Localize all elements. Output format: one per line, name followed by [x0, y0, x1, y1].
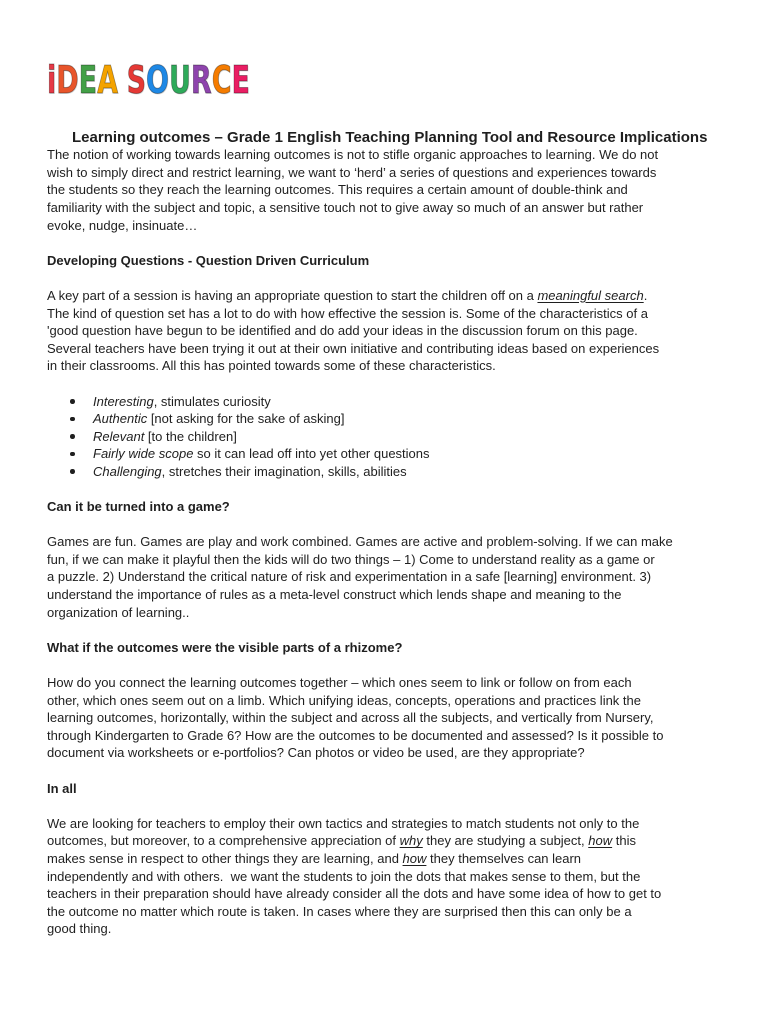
- text-run: through Kindergarten to Grade 6? How are the outcomes to be documented and assessed? Is it possible to: [47, 727, 664, 743]
- text-run: Several teachers have been trying it out at their own initiative and contributing ideas based on experiences: [47, 340, 660, 356]
- bullet-icon: [70, 434, 75, 439]
- text-run: organization of learning..: [47, 604, 190, 620]
- text-run: familiarity with the subject and topic, a sensitive touch not to give away so much of an answer but rather: [47, 199, 644, 215]
- text-run: the outcome no matter which route is taken. In cases where they are surprised then this can only be a: [47, 903, 632, 919]
- section-heading: [47, 780, 723, 798]
- section-heading: [47, 639, 723, 657]
- logo-letter: S: [126, 58, 147, 102]
- text-run: The kind of question set has a lot to do with how effective the session is. Some of the characteristics of a: [47, 305, 648, 321]
- paragraph-line: [47, 164, 723, 182]
- text-run: they are studying a subject,: [422, 833, 589, 849]
- paragraph-line: [47, 217, 723, 235]
- logo-letter: U: [168, 58, 191, 102]
- text-run: [to the children]: [144, 428, 237, 444]
- paragraph-line: [47, 322, 723, 340]
- paragraph-line: [47, 709, 723, 727]
- bullet-icon: [70, 452, 75, 457]
- emphasized-text: how: [402, 850, 427, 866]
- bullet-list: [47, 393, 723, 481]
- text-run: Games are fun. Games are play and work combined. Games are active and problem-solving. If we can make: [47, 534, 673, 550]
- bullet-icon: [70, 399, 75, 404]
- text-run: outcomes, but moreover, to a comprehensive appreciation of: [47, 833, 400, 849]
- text-run: they themselves can learn: [426, 850, 582, 866]
- document-body: [47, 111, 723, 956]
- bullet-item: [47, 463, 723, 481]
- text-run: teachers in their preparation should have already consider all the dots and have some idea of how to get to: [47, 886, 662, 902]
- paragraph-line: [47, 604, 723, 622]
- emphasized-text: meaningful search: [537, 287, 644, 303]
- text-run: understand the importance of rules as a meta-level construct which lends shape and meaning to the: [47, 587, 622, 603]
- paragraph: [47, 287, 723, 375]
- text-run: learning outcomes, horizontally, within the subject and across all the subjects, and vertically from Nursery,: [47, 710, 654, 726]
- text-run: We are looking for teachers to employ their own tactics and strategies to match students not only to the: [47, 815, 640, 831]
- paragraph-line: [47, 340, 723, 358]
- text-run: so it can lead off into yet other questions: [193, 446, 430, 462]
- text-run: this: [612, 833, 636, 849]
- text-run: 'good question have begun to be identified and do add your ideas in the discussion forum on this page.: [47, 323, 638, 339]
- paragraph-line: [47, 146, 723, 164]
- logo-letter: i: [47, 58, 57, 102]
- text-run: makes sense in respect to other things they are learning, and: [47, 850, 403, 866]
- logo-letter: O: [146, 58, 169, 102]
- idea-source-logo: [47, 58, 250, 102]
- text-run: [not asking for the sake of asking]: [147, 411, 345, 427]
- bullet-item: [47, 410, 723, 428]
- text-run: good thing.: [47, 921, 112, 937]
- section-heading-text: Developing Questions - Question Driven Curriculum: [47, 252, 370, 268]
- section-heading-text: What if the outcomes were the visible parts of a rhizome?: [47, 639, 403, 655]
- section-heading-text: Can it be turned into a game?: [47, 499, 230, 515]
- paragraph-line: [47, 815, 723, 833]
- emphasized-text: Fairly wide scope: [93, 446, 194, 462]
- text-run: independently and with others. we want the students to join the dots that makes sense to them, but the: [47, 868, 641, 884]
- section-heading: [47, 252, 723, 270]
- logo-letter: D: [56, 58, 79, 102]
- paragraph-line: [47, 850, 723, 868]
- text-run: wish to simply direct and restrict learning, we want to ‘herd’ a series of questions and experiences towards: [47, 164, 657, 180]
- section-heading: [47, 498, 723, 516]
- document-content: [47, 146, 723, 938]
- text-run: a puzzle. 2) Understand the critical nature of risk and experimentation in a safe [learning] environment. 3): [47, 569, 652, 585]
- section-heading-text: In all: [47, 780, 77, 796]
- text-run: A key part of a session is having an appropriate question to start the children off on a: [47, 287, 538, 303]
- paragraph: [47, 533, 723, 621]
- text-run: fun, if we can make it playful then the kids will do two things – 1) Come to understand reality as a game or: [47, 551, 655, 567]
- paragraph-line: [47, 199, 723, 217]
- logo-letter: A: [97, 58, 119, 102]
- paragraph-line: [47, 533, 723, 551]
- paragraph: [47, 146, 723, 234]
- logo-word: [126, 58, 250, 102]
- paragraph-line: [47, 674, 723, 692]
- emphasized-text: Challenging: [93, 463, 162, 479]
- bullet-item: [47, 428, 723, 446]
- text-run: evoke, nudge, insinuate…: [47, 217, 198, 233]
- paragraph-line: [47, 586, 723, 604]
- logo-letter: E: [78, 58, 98, 102]
- text-run: in their classrooms. All this has pointed towards some of these characteristics.: [47, 358, 496, 374]
- paragraph-line: [47, 744, 723, 762]
- logo-letter: R: [190, 58, 212, 102]
- text-run: .: [643, 287, 648, 303]
- bullet-item: [47, 445, 723, 463]
- text-run: other, which ones seem out on a limb. Which unifying ideas, concepts, operations and practices link the: [47, 692, 641, 708]
- paragraph-line: [47, 692, 723, 710]
- bullet-icon: [70, 417, 75, 422]
- text-run: , stretches their imagination, skills, abilities: [161, 463, 407, 479]
- emphasized-text: why: [399, 833, 423, 849]
- paragraph-line: [47, 181, 723, 199]
- logo-letter: C: [211, 58, 232, 102]
- paragraph-line: [47, 885, 723, 903]
- document-title-text: Learning outcomes – Grade 1 English Teaching Planning Tool and Resource Implications: [72, 128, 708, 146]
- text-run: the students so they reach the learning outcomes. This requires a certain amount of double-think and: [47, 182, 628, 198]
- emphasized-text: Authentic: [93, 411, 148, 427]
- emphasized-text: how: [588, 833, 613, 849]
- paragraph: [47, 815, 723, 938]
- paragraph-line: [47, 357, 723, 375]
- paragraph: [47, 674, 723, 762]
- paragraph-line: [47, 868, 723, 886]
- text-run: The notion of working towards learning outcomes is not to stifle organic approaches to learning. We do not: [47, 147, 659, 163]
- text-run: , stimulates curiosity: [153, 393, 271, 409]
- paragraph-line: [47, 568, 723, 586]
- logo-letter: E: [231, 58, 250, 102]
- paragraph-line: [47, 903, 723, 921]
- emphasized-text: Interesting: [93, 393, 154, 409]
- text-run: document via worksheets or e-portfolios? Can photos or video be used, are they appropriate?: [47, 745, 585, 761]
- paragraph-line: [47, 305, 723, 323]
- paragraph-line: [47, 727, 723, 745]
- logo-word: [47, 58, 119, 102]
- emphasized-text: Relevant: [93, 428, 145, 444]
- bullet-icon: [70, 469, 75, 474]
- paragraph-line: [47, 551, 723, 569]
- bullet-item: [47, 393, 723, 411]
- paragraph-line: [47, 287, 723, 305]
- paragraph-line: [47, 920, 723, 938]
- document-title: [47, 111, 723, 146]
- text-run: How do you connect the learning outcomes together – which ones seem to link or follow on from each: [47, 675, 632, 690]
- paragraph-line: [47, 832, 723, 850]
